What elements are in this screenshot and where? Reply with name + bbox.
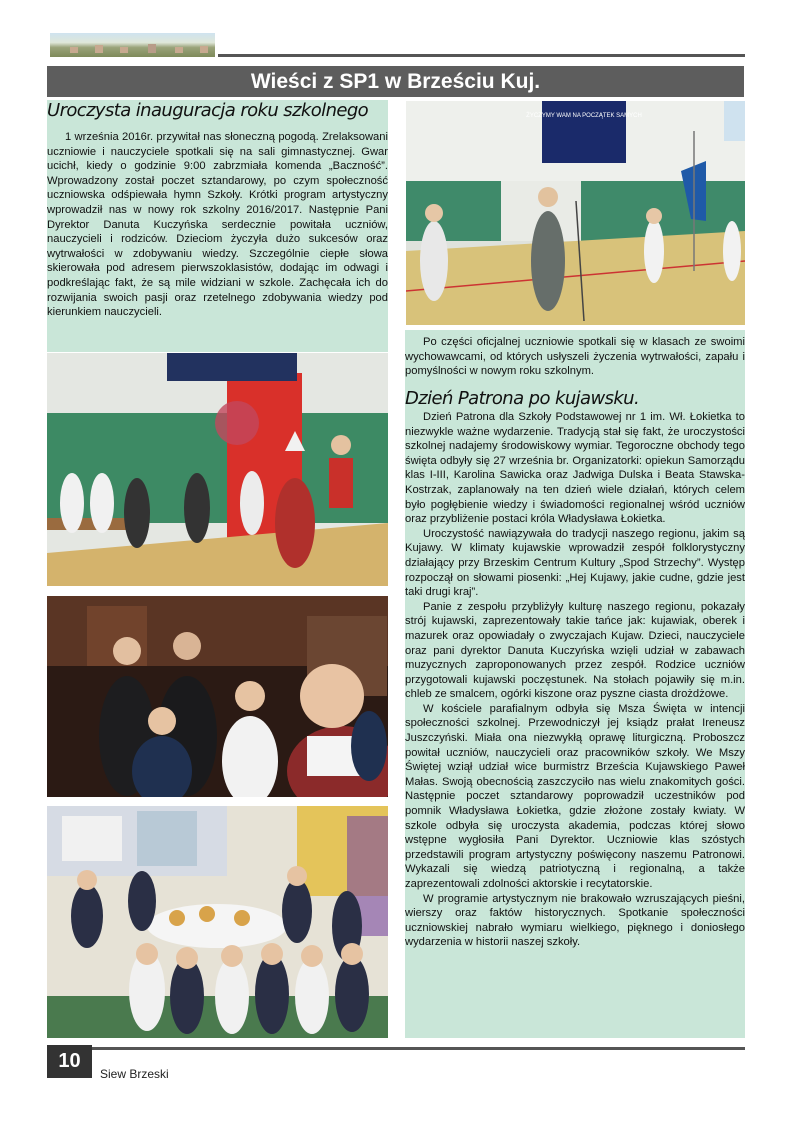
article2-paragraph-3: Panie z zespołu przybliżyły kulturę naszego regionu, pokazały strój kujawski, zaprezentowały takie tańce jak: kujawiak, oberek i mazurek oraz opowiadały o zwyczajach Kujaw. Dzieci, nauczyciele oraz pani dyrektor Danuta Kuczyńska wzięli udział w zabawach muzycznych zaproponowanych przez zespół. Rodzice uczniów przygotowali kujawski poczęstunek. Na stołach pojawiły się m.in. chleb ze smalcem, ogórki kiszone oraz pyszne ciasta drożdżowe. bbox=[405, 600, 745, 701]
photo-classroom-group bbox=[47, 806, 388, 1038]
header-logo-image bbox=[50, 33, 215, 57]
article2-paragraph-1: Dzień Patrona dla Szkoły Podstawowej nr 1 im. Wł. Łokietka to niezwykle ważne wydarzenie. Tradycją stał się fakt, że uroczystości szkolnej nadajemy środowiskowy wymiar. Tegoroczne obchody tego święta odbyły się 27 września br. Organizatorki: opiekun Samorządu klas I-III, Karolina Sawicka oraz Jadwiga Dulska i Beata Stawska-Kostrzak, zaplanowały na ten dzień wiele działań, których celem było pogłębienie wiedzy i świadomości regionalnej wśród uczniów oraz przybliżenie postaci króla Władysława Łokietka. bbox=[405, 411, 745, 526]
article1-text-box bbox=[47, 100, 388, 352]
section-banner-title: Wieści z SP1 w Brześciu Kuj. bbox=[47, 66, 744, 97]
photo-church-mass bbox=[47, 596, 388, 797]
article1-paragraph-2: Po części oficjalnej uczniowie spotkali się w klasach ze swoimi wychowawcami, od których usłyszeli życzenia wytrwałości, zapału i pomyślności w nowym roku szkolnym. bbox=[405, 336, 745, 378]
photo-stage-performance bbox=[47, 353, 388, 586]
header-rule bbox=[218, 54, 745, 57]
article2-paragraph-5: W programie artystycznym nie brakowało wzruszających pieśni, wierszy oraz faktów historycznych. Spotkanie społeczności uczniowskiej nabrało wymiaru wielkiego, pięknego i doniosłego wydarzenia w historii naszej szkoły. bbox=[405, 892, 745, 949]
footer-rule bbox=[92, 1047, 745, 1050]
photo-gym-ceremony bbox=[406, 101, 745, 325]
article2-text-box bbox=[405, 330, 745, 1038]
photo-banner-text: ŻYCZYMY WAM NA POCZĄTEK SAMYCH bbox=[526, 113, 642, 119]
article1-paragraph-1: 1 września 2016r. przywitał nas słoneczną pogodą. Zrelaksowani uczniowie i nauczyciele spotkali się na sali gimnastycznej. Gwar ucichł, kiedy o godzinie 9:00 zabrzmiała komenda „Baczność”. Wprowadzony został poczet sztandarowy, po czym społeczność uczniowska odśpiewała hymn Szkoły. Krótki program artystyczny wprowadził nas w nowy rok szkolny 2016/2017. Następnie Pani Dyrektor Danuta Kuczyńska serdecznie powitała uczniów, nauczycieli i rodziców. Dzieciom życzyła dużo sukcesów oraz wytrwałości w zdobywaniu wiedzy. Szczególnie ciepłe słowa skierowała pod adresem pierwszoklasistów, dodając im odwagi i podkreślając fakt, że są mile widziani w szkole. Zachęcała ich do rozwijania swoich pasji oraz rzetelnego zdobywania wiedzy pod kierunkiem nauczycieli. bbox=[47, 131, 388, 319]
article1-title: Uroczysta inauguracja roku szkolnego bbox=[47, 100, 369, 121]
article2-paragraph-4: W kościele parafialnym odbyła się Msza Święta w intencji społeczności szkolnej. Przewodniczył jej ksiądz prałat Ireneusz Juszczyński. Miała ona niezwykłą oprawę liturgiczną. Proboszcz powitał uczniów, nauczycieli oraz pracowników szkoły. We Mszy Świętej wziął udział wice burmistrz Brześcia Kujawskiego Paweł Małas. Swoją obecnością zaszczyciło nas wielu znakomitych gości. Następnie poczet sztandarowy poprowadził uczestników pod pomnik Władysława Łokietka, gdzie złożone zostały kwiaty. W szkole odbyła się uroczysta akademia, podczas której słowo wstępne wygłosiła Pani Dyrektor. Uczniowie klas szóstych przedstawili program artystyczny poświęcony naszemu Patronowi. Wykazali się wiedzą patriotyczną i regionalną, a także zaprezentowali zdolności aktorskie i recytatorskie. bbox=[405, 702, 745, 890]
publication-name: Siew Brzeski bbox=[100, 1067, 169, 1081]
page-number: 10 bbox=[47, 1045, 92, 1078]
article2-title: Dzień Patrona po kujawsku. bbox=[405, 388, 640, 409]
article2-paragraph-2: Uroczystość nawiązywała do tradycji naszego regionu, jakim są Kujawy. W klimaty kujawskie wprowadził zespół folklorystyczny działający przy Brzeskim Centrum Kultury „Spod Strzechy”. Występ rozpoczął on słowami piosenki: „Hej Kujawy, jakie cudne, gdzie jest taki drugi kraj”. bbox=[405, 527, 745, 599]
